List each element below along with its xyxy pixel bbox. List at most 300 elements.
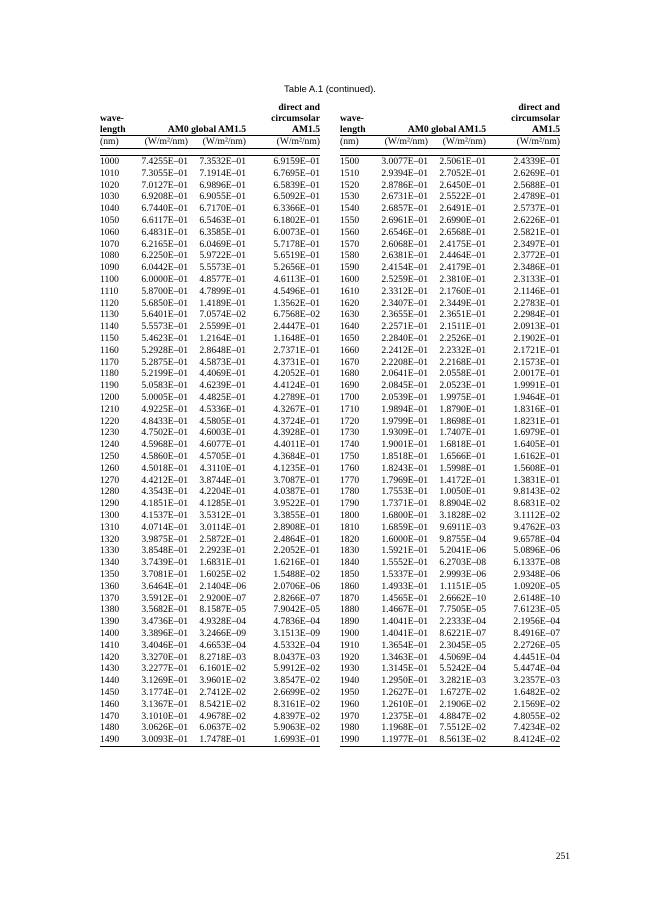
- table-row: [340, 333, 560, 345]
- global-am15-cell: 2.5599E–01: [199, 321, 246, 333]
- direct-am15-cell: 6.0073E–01: [273, 226, 320, 238]
- table-row: [100, 392, 320, 404]
- direct-am15-cell: 1.5608E–01: [513, 462, 560, 474]
- wavelength-cell: 1240: [100, 439, 120, 451]
- global-am15-cell: 7.5512E–02: [439, 722, 486, 734]
- table-row: [340, 486, 560, 498]
- table-row: [100, 522, 320, 534]
- global-am15-cell: 4.9328E–04: [199, 616, 246, 628]
- table-row: [100, 663, 320, 675]
- direct-am15-cell: 5.2656E–01: [273, 262, 320, 274]
- table-row: [340, 262, 560, 274]
- wavelength-cell: 1810: [340, 521, 360, 533]
- table-row: [340, 239, 560, 251]
- wavelength-cell: 1640: [340, 321, 360, 333]
- wavelength-cell: 1520: [340, 179, 360, 191]
- units-row: [100, 136, 320, 149]
- direct-header-line1: direct and: [518, 102, 560, 114]
- direct-am15-cell: 2.1956E–04: [513, 616, 560, 628]
- global-am15-cell: 2.4175E–01: [439, 238, 486, 250]
- wavelength-cell: 1280: [100, 486, 120, 498]
- global-am15-cell: 2.2923E–01: [199, 545, 246, 557]
- table-row: [100, 404, 320, 416]
- table-row: [100, 262, 320, 274]
- global-am15-cell: 1.1151E–05: [439, 580, 486, 592]
- table-row: [340, 557, 560, 569]
- direct-am15-cell: 4.1235E–01: [273, 462, 320, 474]
- am0-cell: 1.3654E–01: [381, 639, 428, 651]
- direct-am15-cell: 2.2783E–01: [513, 297, 560, 309]
- direct-am15-cell: 5.7178E–01: [273, 238, 320, 250]
- wavelength-cell: 1140: [100, 321, 119, 333]
- am0-cell: 3.1367E–01: [141, 698, 188, 710]
- wavelength-cell: 1970: [340, 710, 360, 722]
- units-row: [340, 136, 560, 149]
- wavelength-cell: 1170: [100, 356, 119, 368]
- global-am15-cell: 3.8744E–01: [199, 474, 246, 486]
- global-am15-cell: 5.9722E–01: [199, 250, 246, 262]
- table-row: [340, 722, 560, 734]
- direct-am15-cell: 1.6482E–02: [513, 686, 560, 698]
- wavelength-cell: 1080: [100, 250, 120, 262]
- wavelength-cell: 1650: [340, 333, 360, 345]
- am0-cell: 3.2277E–01: [141, 663, 188, 675]
- direct-am15-cell: 1.3831E–01: [513, 474, 560, 486]
- wavelength-cell: 1060: [100, 226, 120, 238]
- direct-am15-cell: 9.4762E–03: [513, 521, 560, 533]
- am0-cell: 1.4933E–01: [381, 580, 428, 592]
- table-row: [340, 227, 560, 239]
- direct-am15-cell: 5.9063E–02: [273, 722, 320, 734]
- global-am15-cell: 8.1587E–05: [199, 604, 246, 616]
- direct-am15-cell: 2.7371E–01: [273, 344, 320, 356]
- global-am15-cell: 5.2041E–06: [439, 545, 486, 557]
- table-row: [340, 581, 560, 593]
- direct-am15-cell: 5.6519E–01: [273, 250, 320, 262]
- wavelength-cell: 1480: [100, 722, 120, 734]
- am0-cell: 5.4623E–01: [141, 333, 188, 345]
- wavelength-cell: 1110: [100, 285, 119, 297]
- global-am15-cell: 3.5312E–01: [199, 510, 246, 521]
- am0-cell: 3.1774E–01: [141, 686, 188, 698]
- wavelength-cell: 1120: [100, 297, 119, 309]
- am0-cell: 5.2928E–01: [141, 344, 188, 356]
- global-am15-cell: 6.9055E–01: [199, 191, 246, 203]
- wavelength-cell: 1010: [100, 167, 120, 179]
- global-am15-cell: 2.2332E–01: [439, 344, 486, 356]
- global-am15-cell: 1.8698E–01: [439, 415, 486, 427]
- header-row-2: [340, 113, 560, 124]
- table-row: [100, 439, 320, 451]
- direct-am15-cell: 5.4474E–04: [513, 663, 560, 675]
- unit-global: (W/m²/nm): [188, 136, 246, 149]
- direct-am15-cell: 6.1337E–08: [513, 557, 560, 569]
- global-am15-cell: 2.8648E–01: [199, 344, 246, 356]
- wavelength-cell: 1070: [100, 238, 120, 250]
- am0-cell: 3.1010E–01: [141, 710, 188, 722]
- global-am15-cell: 6.0637E–02: [199, 722, 246, 734]
- table-row: [100, 156, 320, 168]
- global-am15-cell: 6.3585E–01: [199, 226, 246, 238]
- global-am15-cell: 1.4172E–01: [439, 474, 486, 486]
- unit-am0: (W/m²/nm): [370, 136, 428, 149]
- am0-cell: 1.8518E–01: [381, 451, 428, 463]
- wavelength-cell: 1580: [340, 250, 360, 262]
- am0-cell: 1.8243E–01: [381, 462, 428, 474]
- wavelength-cell: 1990: [340, 734, 370, 746]
- am0-cell: 3.4046E–01: [141, 639, 188, 651]
- am0-cell: 1.9001E–01: [381, 439, 428, 451]
- global-am15-cell: 2.1760E–01: [439, 285, 486, 297]
- am0-cell: 1.9799E–01: [381, 415, 428, 427]
- direct-am15-cell: 4.6113E–01: [273, 274, 320, 286]
- wavelength-cell: 1710: [340, 403, 360, 415]
- wavelength-cell: 1190: [100, 380, 119, 392]
- wavelength-cell: 1180: [100, 368, 119, 380]
- table-row: [340, 498, 560, 510]
- am0-cell: 5.0583E–01: [141, 380, 188, 392]
- am0-cell: 6.4831E–01: [141, 226, 188, 238]
- direct-am15-cell: 6.5092E–01: [273, 191, 320, 203]
- am0-cell: 1.5552E–01: [381, 557, 428, 569]
- am0-cell: 3.3896E–01: [141, 627, 188, 639]
- am0-cell: 2.0845E–01: [381, 380, 428, 392]
- wavelength-cell: 1820: [340, 533, 360, 545]
- am0-cell: 6.2165E–01: [141, 238, 188, 250]
- wavelength-cell: 1830: [340, 545, 360, 557]
- table-row: [340, 640, 560, 652]
- wavelength-cell: 1860: [340, 580, 360, 592]
- am0-cell: 2.2412E–01: [381, 344, 428, 356]
- table-row: [100, 628, 320, 640]
- wavelength-cell: 1700: [340, 392, 360, 404]
- wavelength-cell: 1460: [100, 698, 120, 710]
- direct-am15-cell: 4.3724E–01: [273, 415, 320, 427]
- global-am15-cell: 5.5573E–01: [199, 262, 246, 274]
- wavelength-cell: 1040: [100, 203, 120, 215]
- wavelength-cell: 1130: [100, 309, 119, 321]
- am0-cell: 3.5912E–01: [141, 592, 188, 604]
- global-am15-cell: 1.9975E–01: [439, 392, 486, 404]
- wavelength-cell: 1530: [340, 191, 360, 203]
- am0-cell: 1.2610E–01: [381, 698, 428, 710]
- wavelength-cell: 1100: [100, 274, 119, 286]
- table-row: [340, 604, 560, 616]
- wavelength-cell: 1470: [100, 710, 120, 722]
- table-row: [340, 298, 560, 310]
- global-am15-cell: 2.3810E–01: [439, 274, 486, 286]
- table-row: [340, 592, 560, 604]
- global-am15-cell: 3.1828E–02: [439, 510, 486, 521]
- table-row: [340, 274, 560, 286]
- am0-cell: 3.7081E–01: [141, 568, 188, 580]
- wavelength-cell: 1160: [100, 344, 119, 356]
- am0-cell: 7.4255E–01: [141, 156, 188, 168]
- wavelength-cell: 1780: [340, 486, 360, 498]
- table-row: [340, 675, 560, 687]
- am0-cell: 6.0442E–01: [141, 262, 188, 274]
- global-am15-cell: 5.5242E–04: [439, 663, 486, 675]
- am0-cell: 1.3145E–01: [381, 663, 428, 675]
- unit-global: (W/m²/nm): [428, 136, 486, 149]
- global-am15-cell: 4.1285E–01: [199, 498, 246, 510]
- wavelength-cell: 1960: [340, 698, 360, 710]
- global-am15-cell: 1.6566E–01: [439, 451, 486, 463]
- direct-am15-cell: 7.9042E–05: [273, 604, 320, 616]
- wavelength-cell: 1340: [100, 557, 120, 569]
- table-row: [340, 203, 560, 215]
- global-am15-cell: 4.2204E–01: [199, 486, 246, 498]
- wavelength-cell: 1360: [100, 580, 120, 592]
- unit-direct: (W/m²/nm): [246, 136, 320, 149]
- wavelength-cell: 1270: [100, 474, 120, 486]
- direct-am15-cell: 2.5737E–01: [513, 203, 560, 215]
- wavelength-cell: 1350: [100, 568, 120, 580]
- direct-am15-cell: 2.6699E–02: [273, 686, 320, 698]
- direct-am15-cell: 8.0437E–03: [273, 651, 320, 663]
- am0-cell: 2.8786E–01: [381, 179, 428, 191]
- global-am15-cell: 3.2466E–09: [199, 627, 246, 639]
- global-am15-cell: 6.1601E–02: [199, 663, 246, 675]
- table-row: [100, 475, 320, 487]
- table-row: [100, 451, 320, 463]
- global-am15-cell: 8.2718E–03: [199, 651, 246, 663]
- am0-cell: 1.5921E–01: [381, 545, 428, 557]
- wavelength-cell: 1900: [340, 627, 360, 639]
- direct-am15-cell: 2.3486E–01: [513, 262, 560, 274]
- global-am15-cell: 2.2526E–01: [439, 333, 486, 345]
- direct-am15-cell: 2.3133E–01: [513, 274, 560, 286]
- direct-am15-cell: 2.0017E–01: [513, 368, 560, 380]
- direct-am15-cell: 7.4234E–02: [513, 722, 560, 734]
- wavelength-cell: 1980: [340, 722, 360, 734]
- header-row-2: [100, 113, 320, 124]
- global-am15-cell: 2.7052E–01: [439, 167, 486, 179]
- wavelength-cell: 1220: [100, 415, 120, 427]
- am0-cell: 3.1269E–01: [141, 675, 188, 687]
- wavelength-cell: 1620: [340, 297, 360, 309]
- wavelength-cell: 1680: [340, 368, 360, 380]
- wavelength-cell: 1410: [100, 639, 120, 651]
- am0-cell: 3.6464E–01: [141, 580, 188, 592]
- global-am15-cell: 4.8847E–02: [439, 710, 486, 722]
- am0-cell: 1.4041E–01: [381, 627, 428, 639]
- global-am15-cell: 9.6911E–03: [439, 521, 486, 533]
- wavelength-cell: 1290: [100, 498, 120, 510]
- wavelength-cell: 1940: [340, 675, 360, 687]
- wavelength-cell: 1230: [100, 427, 120, 439]
- am0-cell: 1.2375E–01: [381, 710, 428, 722]
- table-row: [340, 404, 560, 416]
- am0-cell: 4.1851E–01: [141, 498, 188, 510]
- page-number: 251: [555, 852, 570, 862]
- am0-cell: 6.7440E–01: [141, 203, 188, 215]
- wavelength-cell: 1090: [100, 262, 120, 274]
- global-am15-cell: 4.5069E–04: [439, 651, 486, 663]
- wavelength-cell: 1770: [340, 474, 360, 486]
- global-am15-cell: 4.6239E–01: [199, 380, 246, 392]
- am0-cell: 1.1977E–01: [370, 734, 428, 746]
- global-am15-cell: 4.3110E–01: [199, 462, 246, 474]
- direct-am15-cell: 9.8143E–02: [513, 486, 560, 498]
- am0-cell: 2.6961E–01: [381, 215, 428, 227]
- wavelength-cell: 1570: [340, 238, 360, 250]
- global-am15-cell: 6.2703E–08: [439, 557, 486, 569]
- wavelength-cell: 1660: [340, 344, 360, 356]
- direct-am15-cell: 4.2789E–01: [273, 392, 320, 404]
- direct-am15-cell: 2.1573E–01: [513, 356, 560, 368]
- wavelength-cell: 1630: [340, 309, 360, 321]
- wavelength-cell: 1930: [340, 663, 360, 675]
- am0-cell: 5.0005E–01: [141, 392, 188, 404]
- direct-am15-cell: 2.1902E–01: [513, 333, 560, 345]
- direct-header-line3: AM1.5: [486, 124, 560, 136]
- direct-am15-cell: 1.6405E–01: [513, 439, 560, 451]
- wavelength-cell: 1300: [100, 510, 120, 521]
- table-row: [100, 203, 320, 215]
- am0-cell: 2.3655E–01: [381, 309, 428, 321]
- am0-cell: 5.6401E–01: [141, 309, 188, 321]
- table-row: [340, 191, 560, 203]
- am0-cell: 3.3270E–01: [141, 651, 188, 663]
- direct-am15-cell: 4.8397E–02: [273, 710, 320, 722]
- wavelength-cell: 1200: [100, 392, 120, 404]
- am0-cell: 2.6068E–01: [381, 238, 428, 250]
- direct-am15-cell: 4.5496E–01: [273, 285, 320, 297]
- table-row: [100, 380, 320, 392]
- direct-am15-cell: 6.5839E–01: [273, 179, 320, 191]
- direct-am15-cell: 2.6269E–01: [513, 167, 560, 179]
- am0-cell: 4.5860E–01: [141, 451, 188, 463]
- direct-am15-cell: 4.0387E–01: [273, 486, 320, 498]
- table-row: [340, 451, 560, 463]
- global-am15-cell: 4.5873E–01: [199, 356, 246, 368]
- global-am15-cell: 2.7412E–02: [199, 686, 246, 698]
- am0-cell: 2.6546E–01: [381, 226, 428, 238]
- table-row: [100, 191, 320, 203]
- direct-am15-cell: 2.4864E–01: [273, 533, 320, 545]
- direct-am15-cell: 1.5488E–02: [273, 568, 320, 580]
- table-row: [340, 392, 560, 404]
- am0-cell: 1.6000E–01: [381, 533, 428, 545]
- table-row: [340, 309, 560, 321]
- direct-am15-cell: 6.7695E–01: [273, 167, 320, 179]
- global-am15-cell: 1.6818E–01: [439, 439, 486, 451]
- global-am15-cell: 2.4464E–01: [439, 250, 486, 262]
- am0-cell: 4.1537E–01: [141, 510, 188, 521]
- direct-am15-cell: 2.2984E–01: [513, 309, 560, 321]
- direct-am15-cell: 4.2052E–01: [273, 368, 320, 380]
- am0-cell: 4.5968E–01: [141, 439, 188, 451]
- direct-am15-cell: 5.0896E–06: [513, 545, 560, 557]
- wavelength-cell: 1210: [100, 403, 120, 415]
- wavelength-cell: 1760: [340, 462, 360, 474]
- direct-am15-cell: 1.6216E–01: [273, 557, 320, 569]
- wavelength-cell: 1320: [100, 533, 120, 545]
- direct-am15-cell: 2.6226E–01: [513, 215, 560, 227]
- am0-cell: 3.0626E–01: [141, 722, 188, 734]
- wavelength-cell: 1420: [100, 651, 120, 663]
- am0-cell: 5.2875E–01: [141, 356, 188, 368]
- am0-cell: 1.6800E–01: [381, 510, 428, 521]
- table-row: [340, 545, 560, 557]
- direct-am15-cell: 6.1802E–01: [273, 215, 320, 227]
- table-row: [340, 427, 560, 439]
- am0-cell: 1.7371E–01: [381, 498, 428, 510]
- am0-cell: 4.3543E–01: [141, 486, 188, 498]
- global-am15-cell: 4.5336E–01: [199, 403, 246, 415]
- direct-am15-cell: 1.0920E–05: [513, 580, 560, 592]
- direct-header-line2: circumsolar: [271, 113, 320, 125]
- direct-am15-cell: 1.3562E–01: [273, 297, 320, 309]
- table-row: [100, 486, 320, 498]
- direct-am15-cell: 1.6162E–01: [513, 451, 560, 463]
- direct-am15-cell: 4.4451E–04: [513, 651, 560, 663]
- unit-direct: (W/m²/nm): [486, 136, 560, 149]
- wavelength-cell: 1250: [100, 451, 120, 463]
- direct-am15-cell: 3.7087E–01: [273, 474, 320, 486]
- am0-cell: 1.9309E–01: [381, 427, 428, 439]
- wavelength-cell: 1440: [100, 675, 120, 687]
- table-row: [100, 569, 320, 581]
- wavelength-cell: 1560: [340, 226, 360, 238]
- am0-cell: 3.4736E–01: [141, 616, 188, 628]
- direct-am15-cell: 2.1569E–02: [513, 698, 560, 710]
- direct-am15-cell: 8.6831E–02: [513, 498, 560, 510]
- global-am15-cell: 4.4069E–01: [199, 368, 246, 380]
- global-am15-cell: 2.6450E–01: [439, 179, 486, 191]
- header-row-3: [340, 124, 560, 136]
- direct-am15-cell: 1.8316E–01: [513, 403, 560, 415]
- direct-am15-cell: 1.1648E–01: [273, 333, 320, 345]
- wavelength-cell: 1590: [340, 262, 360, 274]
- am0-cell: 4.7502E–01: [141, 427, 188, 439]
- direct-am15-cell: 4.4011E–01: [273, 439, 320, 451]
- am0-cell: 1.7969E–01: [381, 474, 428, 486]
- header-row-3: [100, 124, 320, 136]
- table-row: [100, 309, 320, 321]
- table-row: [340, 380, 560, 392]
- length-header: length: [340, 124, 370, 136]
- global-am15-cell: 3.9601E–02: [199, 675, 246, 687]
- am0-cell: 4.8433E–01: [141, 415, 188, 427]
- am0-cell: 3.9875E–01: [141, 533, 188, 545]
- table-row: [340, 345, 560, 357]
- table-row: [100, 581, 320, 593]
- global-am15-cell: 6.5463E–01: [199, 215, 246, 227]
- table-row: [100, 239, 320, 251]
- global-am15-cell: 1.7407E–01: [439, 427, 486, 439]
- table-row: [100, 321, 320, 333]
- wavelength-cell: 1450: [100, 686, 120, 698]
- direct-am15-cell: 8.4124E–02: [486, 734, 560, 746]
- table-row: [100, 357, 320, 369]
- direct-am15-cell: 8.3161E–02: [273, 698, 320, 710]
- table-row: [100, 722, 320, 734]
- table-row: [100, 215, 320, 227]
- wavelength-cell: 1870: [340, 592, 360, 604]
- global-am15-cell: 1.0050E–01: [439, 486, 486, 498]
- am0-cell: 1.1968E–01: [381, 722, 428, 734]
- direct-am15-cell: 4.7836E–04: [273, 616, 320, 628]
- global-am15-cell: 2.6990E–01: [439, 215, 486, 227]
- global-am15-cell: 8.5613E–02: [428, 734, 486, 746]
- global-am15-cell: 2.3449E–01: [439, 297, 486, 309]
- spectrum-table-left: [100, 102, 320, 747]
- am0-cell: 7.0127E–01: [141, 179, 188, 191]
- wave-header: wave-: [340, 113, 364, 125]
- global-am15-cell: 1.7478E–01: [188, 734, 246, 746]
